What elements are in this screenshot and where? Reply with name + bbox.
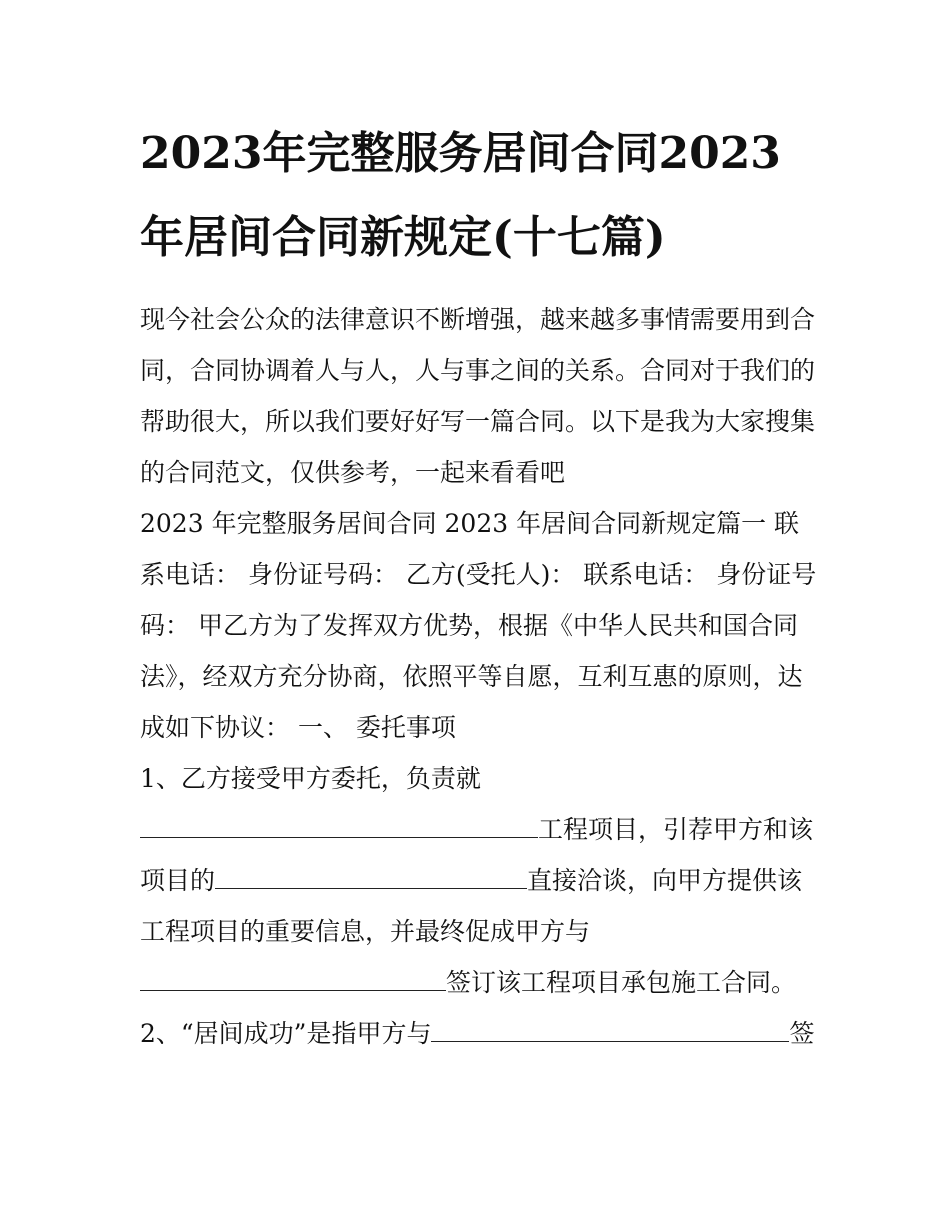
clause-1-line-5 (140, 957, 820, 1008)
fill-in-blank (215, 866, 527, 889)
clause-text: 签 (789, 1019, 815, 1048)
clause-1-start: 1、乙方接受甲方委托，负责就 (140, 764, 481, 793)
clause-2 (140, 1008, 820, 1059)
intro-paragraph: 现今社会公众的法律意识不断增强，越来越多事情需要用到合同，合同协调着人与人，人与事之间的关系。合同对于我们的帮助很大，所以我们要好好写一篇合同。以下是我为大家搜集的合同范文，仅供参考，一起来看看吧 (140, 305, 816, 487)
clause-text: 签订该工程项目承包施工合同。 (446, 968, 797, 997)
document-title: 2023年完整服务居间合同2023年居间合同新规定(十七篇) (140, 128, 781, 263)
fill-in-blank (140, 815, 538, 838)
contract-parties-paragraph: 2023 年完整服务居间合同 2023 年居间合同新规定篇一 联系电话： 身份证号码： 乙方(受托人)： 联系电话： 身份证号码： 甲乙方为了发挥双方优势，根据《中华人民共和国合同法》，经双方充分协商，依照平等自愿，互利互惠的原则，达成如下协议： 一、 委托事项 (140, 509, 817, 742)
clause-1-line-2 (140, 804, 820, 855)
clause-text: 工程项目，引荐甲方和该 (538, 815, 814, 844)
clause-text: 项目的 (140, 866, 216, 895)
clause-text: 直接洽谈，向甲方提供该 (527, 866, 803, 895)
clause-text: 2、“居间成功”是指甲方与 (140, 1019, 432, 1048)
clause-1-line-4: 工程项目的重要信息，并最终促成甲方与 (140, 917, 591, 946)
document-body (140, 294, 820, 1059)
clause-1-line-3 (140, 855, 820, 906)
document-page (140, 112, 820, 1059)
fill-in-blank (431, 1019, 789, 1042)
fill-in-blank (140, 968, 446, 991)
